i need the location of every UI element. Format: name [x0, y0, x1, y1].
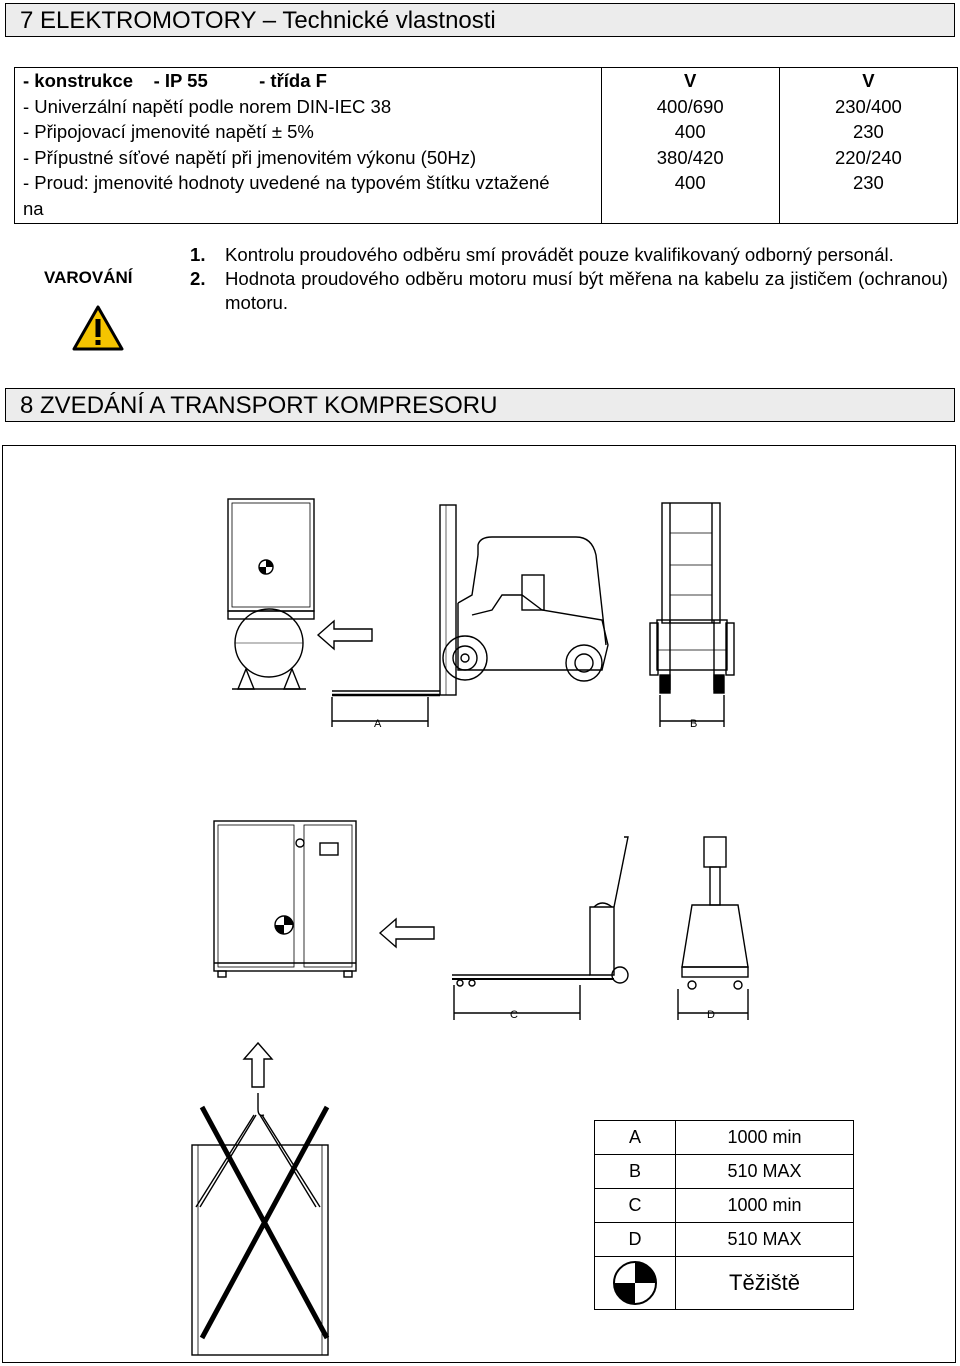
- legend-key: B: [595, 1155, 676, 1189]
- table-row: [595, 1121, 854, 1155]
- center-of-gravity-icon: [611, 1259, 659, 1307]
- compressor-cabinet: [214, 821, 356, 977]
- table-row: [15, 145, 958, 171]
- table-row: [15, 119, 958, 145]
- forklift-front-view: [650, 503, 734, 730]
- table-row: [15, 94, 958, 120]
- list-item: [190, 243, 948, 267]
- spec-value-col1: 400: [601, 170, 779, 224]
- legend-key: D: [595, 1223, 676, 1257]
- item-text: Kontrolu proudového odběru smí provádět pouze kvalifikovaný odborný personál.: [225, 244, 894, 265]
- section-8-title: 8 ZVEDÁNÍ A TRANSPORT KOMPRESORU: [5, 388, 955, 422]
- prohibited-crane-lift: [192, 1043, 328, 1355]
- spec-label: - Proud: jmenovité hodnoty uvedené na typovém štítku vztažené na: [15, 170, 602, 224]
- spec-label: - Přípustné síťové napětí při jmenovitém výkonu (50Hz): [15, 145, 602, 171]
- spec-value-col2: 230: [779, 170, 957, 224]
- section-7-title: 7 ELEKTROMOTORY – Technické vlastnosti: [5, 3, 955, 37]
- spec-value-col2: 230: [779, 119, 957, 145]
- specs-header-row: [15, 68, 958, 94]
- item-number: 2.: [190, 268, 206, 289]
- dimension-label-b: B: [690, 718, 698, 730]
- dimension-label-c: C: [510, 1009, 518, 1021]
- legend-cog-label: Těžiště: [676, 1257, 854, 1310]
- legend-value: 510 MAX: [676, 1155, 854, 1189]
- spec-label: - Univerzální napětí podle norem DIN-IEC 38: [15, 94, 602, 120]
- list-item: [190, 267, 948, 315]
- item-number: 1.: [190, 244, 206, 265]
- table-row: [595, 1223, 854, 1257]
- legend-value: 1000 min: [676, 1121, 854, 1155]
- legend-value: 1000 min: [676, 1189, 854, 1223]
- pallet-truck-side-view: [452, 837, 628, 1021]
- table-row: [595, 1189, 854, 1223]
- warning-label: VAROVÁNÍ: [44, 268, 133, 287]
- specs-header-col2: V: [779, 68, 957, 94]
- warning-list: [190, 243, 948, 315]
- compressor-tank-unit: [228, 499, 314, 689]
- center-of-gravity-icon: [259, 560, 273, 574]
- spec-label: - Připojovací jmenovité napětí ± 5%: [15, 119, 602, 145]
- spec-value-col1: 400/690: [601, 94, 779, 120]
- specs-header-col1: V: [601, 68, 779, 94]
- legend-key: C: [595, 1189, 676, 1223]
- arrow-left-icon: [318, 621, 372, 649]
- warning-triangle-icon: [72, 305, 124, 351]
- motor-specs-table: [14, 67, 958, 224]
- center-of-gravity-icon: [275, 916, 293, 934]
- table-row: [15, 170, 958, 224]
- specs-header-label: - konstrukce - IP 55 - třída F: [15, 68, 602, 94]
- dimension-label-a: A: [374, 718, 382, 730]
- table-row: [595, 1257, 854, 1310]
- item-text: Hodnota proudového odběru motoru musí být měřena na kabelu za jističem (ochranou) motoru.: [225, 268, 948, 313]
- pallet-truck-front-view: [678, 837, 748, 1021]
- legend-key: A: [595, 1121, 676, 1155]
- legend-value: 510 MAX: [676, 1223, 854, 1257]
- dimension-label-d: D: [707, 1009, 715, 1021]
- arrow-left-icon: [380, 919, 434, 947]
- legend-key: [595, 1257, 676, 1310]
- spec-value-col1: 380/420: [601, 145, 779, 171]
- spec-value-col2: 230/400: [779, 94, 957, 120]
- dimension-legend-table: [594, 1120, 854, 1310]
- forklift-side-view: [332, 505, 608, 730]
- arrow-up-icon: [244, 1043, 272, 1087]
- spec-value-col1: 400: [601, 119, 779, 145]
- table-row: [595, 1155, 854, 1189]
- spec-value-col2: 220/240: [779, 145, 957, 171]
